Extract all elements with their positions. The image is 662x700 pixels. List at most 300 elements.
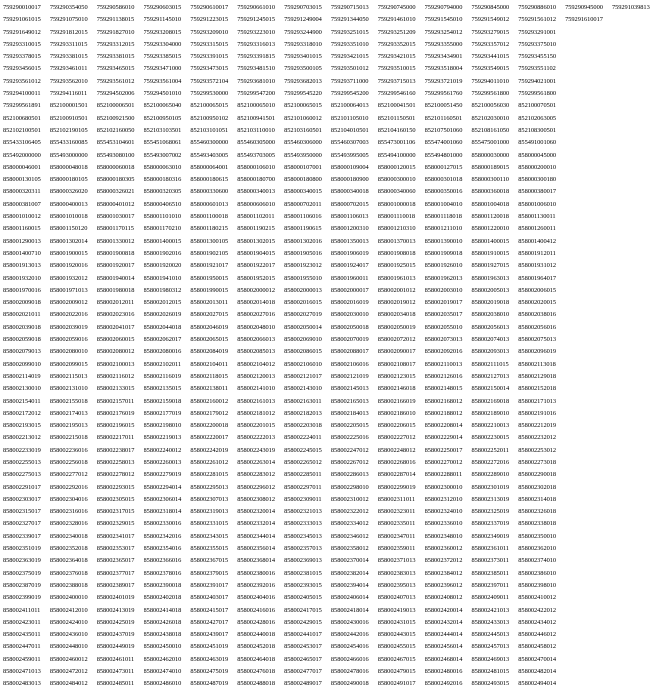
number-cell: 858002441017 — [284, 631, 322, 639]
number-cell: 858000350016 — [424, 188, 463, 196]
number-cell: 858000380017 — [518, 188, 557, 196]
number-row — [3, 199, 659, 211]
number-row — [3, 494, 659, 506]
number-cell: 858000340015 — [284, 188, 322, 196]
number-cell: 858001004010 — [424, 200, 463, 208]
number-cell: 858001400412 — [518, 237, 557, 245]
number-cell: 858000606010 — [237, 200, 275, 208]
number-cell: 858002388018 — [49, 581, 88, 589]
number-cell: 759291249004 — [284, 16, 322, 24]
number-cell: 858001150120 — [49, 225, 88, 233]
number-cell: 759293223010 — [237, 28, 275, 36]
number-cell: 858002482014 — [518, 668, 557, 676]
number-cell: 858001370013 — [377, 237, 416, 245]
number-cell: 858002328016 — [49, 520, 88, 528]
number-cell: 858002118015 — [190, 372, 228, 380]
number-cell: 858002449019 — [96, 643, 135, 651]
number-cell: 858000120015 — [377, 163, 416, 171]
number-cell: 858002459011 — [3, 655, 41, 663]
number-cell: 759293381015 — [96, 53, 135, 61]
number-cell: 858002288011 — [424, 471, 463, 479]
number-row — [3, 605, 659, 617]
number-cell: 858000300010 — [377, 176, 416, 184]
number-cell: 858002014018 — [237, 299, 275, 307]
number-cell: 858002130010 — [3, 385, 41, 393]
number-cell: 858002345013 — [284, 532, 322, 540]
number-cell: 858001905016 — [284, 249, 322, 257]
number-cell: 858002075013 — [518, 336, 557, 344]
number-cell: 759291610017 — [565, 16, 603, 24]
number-cell: 858002131010 — [49, 385, 88, 393]
number-cell: 858002408012 — [424, 594, 463, 602]
number-row — [3, 27, 659, 39]
number-cell: 858002217011 — [96, 434, 135, 442]
number-cell: 858002381015 — [284, 569, 322, 577]
number-cell: 759291545010 — [424, 16, 463, 24]
number-cell: 858002397011 — [471, 581, 509, 589]
number-row — [3, 482, 659, 494]
number-cell: 858002138011 — [190, 385, 228, 393]
number-cell: 852108161050 — [471, 126, 510, 134]
number-cell: 858002092016 — [424, 348, 463, 356]
number-cell: 858002292016 — [49, 483, 88, 491]
number-cell: 858002238017 — [96, 446, 135, 454]
number-row — [3, 420, 659, 432]
number-cell: 858001170210 — [143, 225, 182, 233]
number-cell: 852101060012 — [284, 114, 322, 122]
number-cell: 858002123015 — [377, 372, 416, 380]
number-cell: 858002079013 — [3, 348, 41, 356]
number-row — [3, 617, 659, 629]
number-cell: 858002445013 — [471, 631, 510, 639]
number-row — [3, 592, 659, 604]
number-cell: 858002432014 — [424, 618, 463, 626]
number-cell: 858002208014 — [424, 422, 463, 430]
number-cell: 858002188012 — [424, 409, 463, 417]
number-cell: 858002191016 — [518, 409, 557, 417]
number-cell: 858000109004 — [330, 163, 369, 171]
number-cell: 759293562010 — [49, 77, 88, 85]
number-row — [3, 457, 659, 469]
number-cell: 858002491017 — [377, 680, 416, 688]
number-cell: 858000180700 — [237, 176, 275, 184]
number-cell: 858001908018 — [377, 249, 416, 257]
number-cell: 858002141010 — [237, 385, 275, 393]
number-cell: 858002337019 — [471, 520, 510, 528]
number-cell: 855491001060 — [518, 139, 557, 147]
number-cell: 858002398010 — [518, 581, 557, 589]
number-cell: 858002150014 — [471, 385, 510, 393]
number-cell: 759294021001 — [518, 77, 557, 85]
number-cell: 858002427017 — [190, 618, 229, 626]
number-cell: 858001920016 — [49, 262, 88, 270]
number-cell: 858002481015 — [471, 668, 510, 676]
number-cell: 858002135015 — [143, 385, 182, 393]
number-cell: 852100051450 — [424, 102, 463, 110]
number-cell: 858001925015 — [377, 262, 416, 270]
number-cell: 858002161013 — [237, 397, 275, 405]
number-cell: 858001927015 — [471, 262, 510, 270]
number-cell: 858001290013 — [3, 237, 41, 245]
number-cell: 858002383013 — [377, 569, 416, 577]
number-cell: 858002355015 — [190, 545, 229, 553]
number-cell: 858000180316 — [143, 176, 182, 184]
number-cell: 858002146018 — [377, 385, 416, 393]
number-row — [3, 125, 659, 137]
number-cell: 759290945000 — [565, 4, 603, 11]
number-cell: 858002261012 — [190, 458, 229, 466]
number-cell: 858002116019 — [143, 372, 182, 380]
number-cell: 858002108017 — [377, 360, 416, 368]
number-cell: 858002357013 — [284, 545, 322, 553]
number-cell: 858002457013 — [471, 643, 510, 651]
number-cell: 858001906019 — [330, 249, 369, 257]
number-cell: 858002085013 — [237, 348, 275, 356]
number-cell: 858002182013 — [284, 409, 322, 417]
number-cell: 858002270012 — [424, 458, 463, 466]
number-cell: 759293351010 — [330, 40, 369, 48]
number-cell: 759293711000 — [330, 77, 369, 85]
number-cell: 858000702011 — [284, 200, 322, 208]
number-cell: 858002114019 — [3, 372, 41, 380]
number-cell: 858002464018 — [237, 655, 275, 663]
number-cell: 858002263014 — [237, 458, 275, 466]
number-cell: 858002287014 — [377, 471, 416, 479]
number-cell: 759293421015 — [330, 53, 369, 61]
number-cell: 759294011010 — [471, 77, 509, 85]
number-cell: 858002416016 — [237, 606, 275, 614]
number-cell: 858002260013 — [143, 458, 182, 466]
number-cell: 858000326020 — [49, 188, 88, 196]
number-cell: 858002255013 — [3, 458, 41, 466]
number-cell: 858002212019 — [518, 422, 557, 430]
number-cell: 858002060015 — [96, 336, 135, 344]
number-cell: 858002279019 — [143, 471, 182, 479]
number-cell: 858002413019 — [96, 606, 135, 614]
number-cell: 858002300010 — [424, 483, 463, 491]
number-cell: 759293401015 — [284, 53, 322, 61]
number-cell: 858002402018 — [143, 594, 182, 602]
number-cell: 858002406014 — [330, 594, 369, 602]
number-cell: 858002258013 — [96, 458, 135, 466]
number-cell: 858002070019 — [330, 336, 369, 344]
number-cell: 858000063010 — [143, 163, 182, 171]
number-cell: 858001211010 — [424, 225, 463, 233]
number-cell: 858002486010 — [143, 680, 182, 688]
number-cell: 858002121017 — [284, 372, 322, 380]
number-cell: 759290794000 — [424, 4, 463, 11]
number-cell: 759291245015 — [237, 16, 275, 24]
number-cell: 855475001000 — [471, 139, 510, 147]
number-cell: 759290745000 — [377, 4, 416, 11]
number-cell: 855433160085 — [49, 139, 88, 147]
number-cell: 759293352015 — [377, 40, 416, 48]
number-cell: 858002330016 — [143, 520, 182, 528]
number-row — [3, 469, 659, 481]
number-cell: 858001932010 — [3, 274, 41, 282]
number-cell: 855433106405 — [3, 139, 41, 147]
number-cell: 852103110010 — [237, 126, 275, 134]
number-cell: 858002278012 — [96, 471, 135, 479]
number-cell: 852103160501 — [284, 126, 322, 134]
number-cell: 858000300110 — [471, 176, 509, 184]
number-cell: 858001902105 — [190, 249, 229, 257]
number-cell: 858002299019 — [377, 483, 416, 491]
number-cell: 858002478016 — [330, 668, 369, 676]
number-cell: 858002467015 — [377, 655, 416, 663]
number-row — [3, 211, 659, 223]
number-cell: 858002243019 — [237, 446, 275, 454]
number-cell: 858002196015 — [96, 422, 135, 430]
number-cell: 855493950000 — [284, 151, 322, 159]
number-cell: 858002290018 — [518, 471, 557, 479]
number-cell: 858002232012 — [518, 434, 557, 442]
number-cell: 858002219013 — [143, 434, 182, 442]
number-cell: 858002291017 — [3, 483, 41, 491]
number-cell: 858002265012 — [284, 458, 322, 466]
number-cell: 858002356014 — [237, 545, 275, 553]
number-cell: 858002021011 — [3, 311, 41, 319]
number-cell: 858002443015 — [377, 631, 416, 639]
number-row — [3, 654, 659, 666]
number-cell: 759293461011 — [49, 65, 88, 73]
number-cell: 858000320305 — [143, 188, 182, 196]
number-cell: 759293244900 — [284, 28, 322, 36]
number-cell: 858002306014 — [143, 495, 182, 503]
number-cell: 759293378015 — [3, 53, 41, 61]
number-cell: 759299530000 — [190, 90, 229, 98]
number-cell: 858002056013 — [471, 323, 510, 331]
number-cell: 858000130105 — [3, 176, 41, 184]
number-cell: 858002050019 — [377, 323, 416, 331]
number-cell: 858002039018 — [3, 323, 41, 331]
number-cell: 858001950015 — [190, 274, 229, 282]
number-cell: 858002113018 — [518, 360, 556, 368]
number-cell: 858002174013 — [49, 409, 88, 417]
number-cell: 858002080010 — [49, 348, 88, 356]
number-cell: 858002367015 — [190, 557, 229, 565]
number-cell: 855460300000 — [190, 139, 229, 147]
number-cell: 858002273018 — [518, 458, 557, 466]
number-cell: 858002461011 — [96, 655, 135, 663]
number-cell: 858002395013 — [377, 581, 416, 589]
number-cell: 858002358012 — [330, 545, 369, 553]
number-cell: 858001200310 — [330, 225, 369, 233]
number-cell: 852102190105 — [49, 126, 88, 134]
number-cell: 759293481510 — [237, 65, 275, 73]
number-cell: 858002023016 — [96, 311, 135, 319]
number-cell: 858002065015 — [190, 336, 229, 344]
number-cell: 858002485011 — [96, 680, 135, 688]
number-cell: 858001913013 — [3, 262, 41, 270]
number-cell: 759291061015 — [3, 16, 41, 24]
number-row — [3, 137, 659, 149]
number-cell: 858002369013 — [284, 557, 322, 565]
number-cell: 759293291001 — [518, 28, 557, 36]
number-cell: 759293316013 — [237, 40, 275, 48]
number-cell: 858002456014 — [424, 643, 463, 651]
number-cell: 858002062017 — [143, 336, 182, 344]
number-row — [3, 359, 659, 371]
number-cell: 858001926010 — [424, 262, 463, 270]
number-cell: 858002133015 — [96, 385, 135, 393]
number-cell: 858001101010 — [143, 213, 182, 221]
number-cell: 759294502006 — [96, 90, 135, 98]
number-cell: 852100950102 — [190, 114, 229, 122]
number-cell: 858002412010 — [49, 606, 88, 614]
number-cell: 759293311015 — [49, 40, 88, 48]
number-cell: 855493080100 — [96, 151, 135, 159]
number-cell: 858002230015 — [471, 434, 510, 442]
number-cell: 852107501060 — [424, 126, 463, 134]
number-cell: 858000048018 — [49, 163, 88, 171]
number-cell: 759293391015 — [190, 53, 229, 61]
number-cell: 852100070501 — [518, 102, 557, 110]
number-cell: 858002126016 — [424, 372, 463, 380]
number-cell: 858002325019 — [471, 508, 510, 516]
number-cell: 858001006010 — [518, 200, 557, 208]
number-row — [3, 113, 659, 125]
number-cell: 858002480016 — [424, 668, 463, 676]
number-cell: 858002044018 — [143, 323, 182, 331]
number-cell: 858002352018 — [49, 545, 88, 553]
number-cell: 759293501012 — [330, 65, 369, 73]
number-cell: 852100056030 — [471, 102, 510, 110]
number-cell: 858002184013 — [330, 409, 369, 417]
number-row — [3, 445, 659, 457]
number-cell: 858002422012 — [518, 606, 557, 614]
number-cell: 759293381015 — [49, 53, 88, 61]
number-row — [3, 641, 659, 653]
number-cell: 858002121019 — [330, 372, 369, 380]
number-cell: 858002350010 — [518, 532, 557, 540]
number-cell: 858002317015 — [96, 508, 135, 516]
number-cell: 858002289010 — [471, 471, 510, 479]
number-cell: 759291549012 — [471, 16, 510, 24]
number-cell: 858001004018 — [471, 200, 510, 208]
number-cell: 759293715013 — [377, 77, 416, 85]
number-cell: 858002086015 — [284, 348, 322, 356]
number-cell: 759293572104 — [190, 77, 229, 85]
number-cell: 858002475019 — [190, 668, 229, 676]
number-row — [3, 396, 659, 408]
number-cell: 858002469013 — [471, 655, 510, 663]
number-cell: 858002489017 — [284, 680, 322, 688]
number-cell: 858002428016 — [237, 618, 275, 626]
number-cell: 858002394014 — [330, 581, 369, 589]
number-cell: 852100065040 — [143, 102, 182, 110]
number-cell: 858002165013 — [330, 397, 369, 405]
number-cell: 858002198010 — [143, 422, 182, 430]
number-cell: 858002425019 — [96, 618, 135, 626]
number-cell: 759293357012 — [471, 40, 510, 48]
number-cell: 858001106013 — [330, 213, 369, 221]
number-cell: 759291812015 — [49, 28, 88, 36]
number-cell: 858001302014 — [49, 237, 88, 245]
number-cell: 858001920020 — [143, 262, 182, 270]
number-cell: 858002339017 — [3, 532, 41, 540]
number-cell: 858001923012 — [284, 262, 322, 270]
number-cell: 759291145010 — [143, 16, 182, 24]
number-cell: 759293473015 — [190, 65, 229, 73]
number-cell: 858002275013 — [3, 471, 41, 479]
number-cell: 858001961013 — [377, 274, 416, 282]
number-cell: 858002344014 — [237, 532, 275, 540]
number-cell: 759291075010 — [49, 16, 88, 24]
number-cell: 858001962013 — [424, 274, 463, 282]
number-cell: 858002363019 — [3, 557, 41, 565]
number-cell: 858002440018 — [237, 631, 275, 639]
number-cell: 858002371013 — [377, 557, 416, 565]
number-cell: 858002405015 — [284, 594, 322, 602]
number-cell: 858002342016 — [143, 532, 182, 540]
number-cell: 858002477017 — [284, 668, 322, 676]
number-row — [3, 63, 659, 75]
number-cell: 858002176019 — [96, 409, 135, 417]
number-cell: 858000381007 — [3, 200, 41, 208]
number-cell: 852108300501 — [518, 126, 557, 134]
number-cell: 858002426018 — [143, 618, 182, 626]
number-cell: 858002316016 — [49, 508, 88, 516]
number-cell: 852101160501 — [424, 114, 463, 122]
number-cell: 759293465015 — [96, 65, 135, 73]
number-cell: 858002111015 — [471, 360, 509, 368]
number-cell: 858001920017 — [96, 262, 135, 270]
number-cell: 858002409011 — [471, 594, 509, 602]
number-cell: 858002213012 — [3, 434, 41, 442]
number-cell: 858002305015 — [96, 495, 135, 503]
number-cell: 858002155018 — [49, 397, 88, 405]
number-cell: 858002435011 — [3, 631, 41, 639]
number-cell: 858002019017 — [424, 299, 463, 307]
number-row — [3, 506, 659, 518]
number-cell: 858001350013 — [330, 237, 369, 245]
number-cell: 759299545220 — [284, 90, 322, 98]
number-cell: 852100065015 — [190, 102, 229, 110]
number-cell: 858001924017 — [330, 262, 369, 270]
number-cell: 759293561012 — [3, 77, 41, 85]
number-cell: 858002301019 — [471, 483, 510, 491]
number-cell: 858001971013 — [49, 286, 88, 294]
number-cell: 858000340013 — [237, 188, 275, 196]
number-cell: 852102160050 — [96, 126, 135, 134]
number-row — [3, 223, 659, 235]
number-cell: 858002016019 — [330, 299, 369, 307]
number-cell: 858002293015 — [96, 483, 135, 491]
number-cell: 858002452018 — [237, 643, 275, 651]
number-cell: 858002450010 — [143, 643, 182, 651]
number-cell: 858002419013 — [377, 606, 416, 614]
number-cell: 858002458012 — [518, 643, 557, 651]
number-cell: 858001921017 — [190, 262, 229, 270]
number-cell: 759299561891 — [3, 102, 41, 110]
number-cell: 858002463019 — [190, 655, 229, 663]
number-cell: 858001955010 — [284, 274, 322, 282]
number-cell: 858002314018 — [518, 495, 557, 503]
number-cell: 858002106016 — [330, 360, 369, 368]
number-cell: 858002430016 — [330, 618, 369, 626]
number-cell: 858002046019 — [190, 323, 229, 331]
number-cell: 858001130011 — [518, 213, 556, 221]
number-cell: 858002080012 — [96, 348, 135, 356]
number-cell: 858002304016 — [49, 495, 88, 503]
number-cell: 858002321013 — [284, 508, 322, 516]
number-cell: 858002329015 — [96, 520, 135, 528]
number-cell: 858002361011 — [471, 545, 509, 553]
number-cell: 858000127015 — [424, 163, 463, 171]
number-cell: 858002203018 — [284, 422, 322, 430]
number-cell: 858002473011 — [96, 668, 135, 676]
